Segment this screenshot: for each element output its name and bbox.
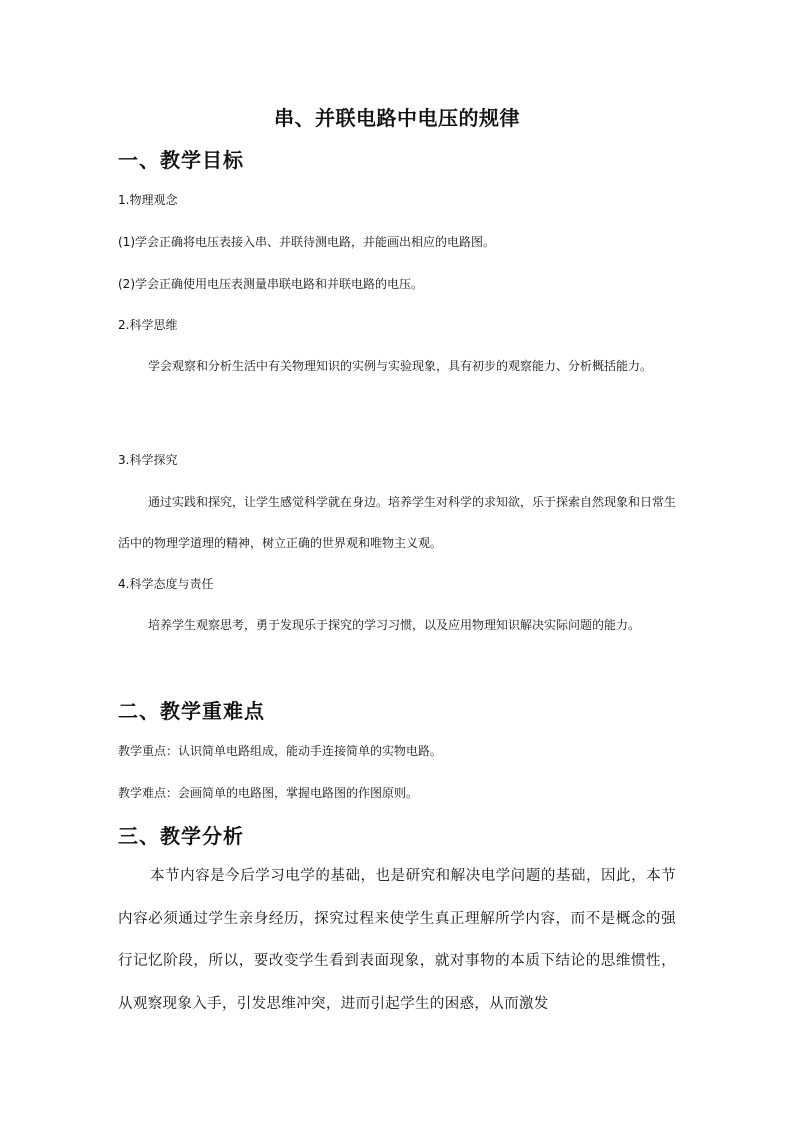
section-heading-key-difficult-points: 二、教学重难点 xyxy=(118,699,265,723)
paragraph-teaching-analysis: 本节内容是今后学习电学的基础，也是研究和解决电学问题的基础，因此，本节内容必须通过学生亲身经历，探究过程来使学生真正理解所学内容，而不是概念的强行记忆阶段，所以，要改变学生看到表面现象，就对事物的本质下结论的思维惯性，从观察现象入手，引发思维冲突，进而引起学生的困惑，从而激发 xyxy=(118,868,676,1012)
paragraph-attitude-responsibility: 培养学生观察思考，勇于发现乐于探究的学习习惯，以及应用物理知识解决实际问题的能力。 xyxy=(148,618,641,632)
subheading-attitude-responsibility: 4.科学态度与责任 xyxy=(118,577,214,591)
difficult-point-line: 教学难点：会画简单的电路图，掌握电路图的作图原则。 xyxy=(118,786,419,800)
subheading-physics-concept: 1.物理观念 xyxy=(118,193,178,207)
subheading-scientific-inquiry: 3.科学探究 xyxy=(118,453,178,467)
paragraph-scientific-thinking: 学会观察和分析生活中有关物理知识的实例与实验现象，具有初步的观察能力、分析概括能力。 xyxy=(148,359,653,373)
subheading-scientific-thinking: 2.科学思维 xyxy=(118,318,178,332)
section-heading-teaching-analysis: 三、教学分析 xyxy=(118,824,244,848)
goal-line-voltmeter-measure: (2)学会正确使用电压表测量串联电路和并联电路的电压。 xyxy=(118,277,424,291)
document-title: 串、并联电路中电压的规律 xyxy=(274,106,520,130)
paragraph-scientific-inquiry: 通过实践和探究，让学生感觉科学就在身边。培养学生对科学的求知欲，乐于探索自然现象和日常生活中的物理学道理的精神，树立正确的世界观和唯物主义观。 xyxy=(118,495,677,550)
section-heading-teaching-goals: 一、教学目标 xyxy=(118,148,244,172)
key-point-line: 教学重点：认识简单电路组成，能动手连接简单的实物电路。 xyxy=(118,744,443,758)
goal-line-voltmeter-connect: (1)学会正确将电压表接入串、并联待测电路，并能画出相应的电路图。 xyxy=(118,235,496,249)
